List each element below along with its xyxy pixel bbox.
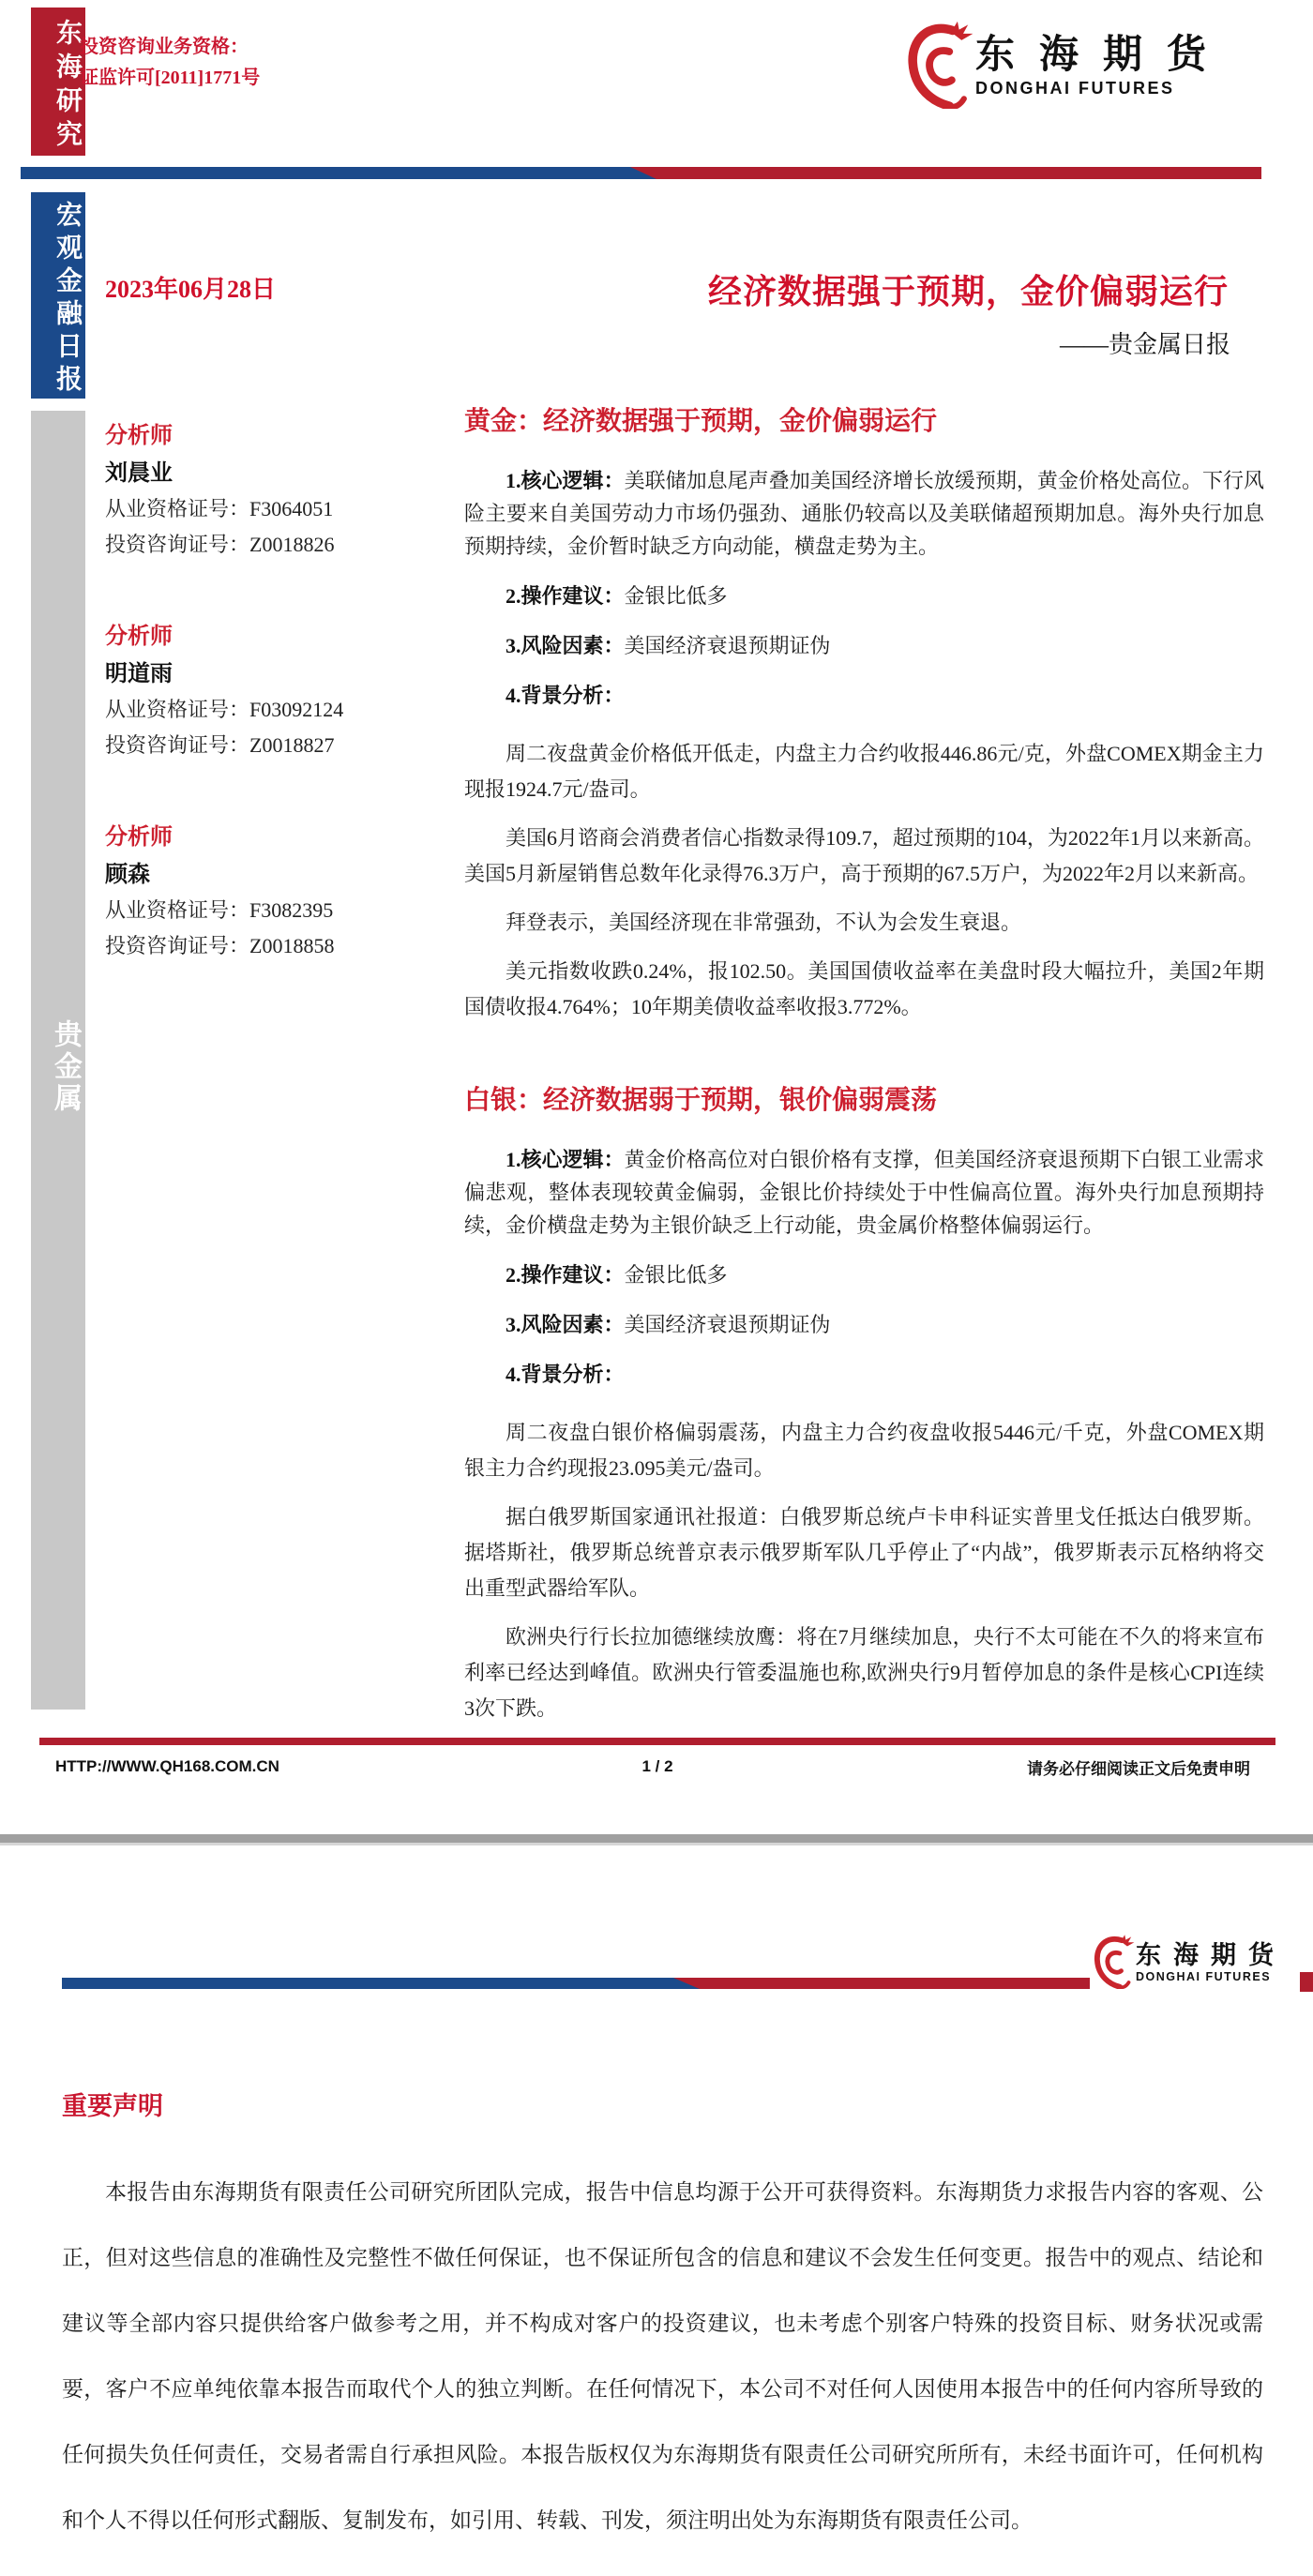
section-item-label: 2.操作建议： <box>506 584 625 608</box>
section-item-label: 3.风险因素： <box>506 1313 625 1336</box>
analyst-advisory-cert: 投资咨询证号：Z0018826 <box>105 533 335 556</box>
qualification-line2: 证监许可[2011]1771号 <box>80 68 261 88</box>
section-paragraph: 周二夜盘黄金价格低开低走，内盘主力合约收报446.86元/克，外盘COMEX期金主力现报1924.7元/盎司。 <box>464 742 1264 801</box>
important-statement-heading: 重要声明 <box>62 2092 163 2120</box>
report-subtitle: ——贵金属日报 <box>1059 331 1230 358</box>
section-item-text: 金银比低多 <box>624 584 728 608</box>
footer-website-link[interactable]: HTTP://WWW.QH168.COM.CN <box>55 1757 279 1775</box>
analyst-list <box>105 422 415 1024</box>
logo-en-text: DONGHAI FUTURES <box>1136 1970 1272 1983</box>
section-item-label: 1.核心逻辑： <box>506 469 625 492</box>
analyst-practice-cert: 从业资格证号：F3082395 <box>105 898 334 922</box>
footer-rule <box>39 1738 1275 1745</box>
sidebar-category-box: 宏观金融日报 <box>31 192 85 399</box>
section-item <box>464 1358 1264 1391</box>
section-item-text: 美国经济衰退预期证伪 <box>624 1313 831 1336</box>
section-paragraph: 美元指数收跌0.24%，报102.50。美国国债收益率在美盘时段大幅拉升，美国2年期国债收报4.764%；10年期美债收益率收报3.772%。 <box>464 959 1264 1018</box>
analyst-block <box>105 823 415 960</box>
report-section <box>464 1085 1264 1726</box>
section-item <box>464 1143 1264 1242</box>
section-paragraph: 美国6月谘商会消费者信心指数录得109.7，超过预期的104，为2022年1月以来新高。美国5月新屋销售总数年化录得76.3万户，高于预期的67.5万户，为2022年2月以来新高。 <box>464 826 1264 885</box>
analyst-advisory-cert: 投资咨询证号：Z0018827 <box>105 733 335 757</box>
section-item-text: 黄金价格高位对白银价格有支撑，但美国经济衰退预期下白银工业需求偏悲观，整体表现较黄金偏弱，金银比价持续处于中性偏高位置。海外央行加息预期持续，金价横盘走势为主银价缺乏上行动能，贵金属价格整体偏弱运行。 <box>464 1148 1264 1237</box>
section-item-text: 美联储加息尾声叠加美国经济增长放缓预期，黄金价格处高位。下行风险主要来自美国劳动力市场仍强劲、通胀仍较高以及美联储超预期加息。海外央行加息预期持续，金价暂时缺乏方向动能，横盘走势为主。 <box>464 469 1264 558</box>
section-item <box>464 580 1264 612</box>
company-logo-page2 <box>1091 1929 1301 1996</box>
section-paragraph: 欧洲央行行长拉加德继续放鹰：将在7月继续加息，央行不太可能在不久的将来宣布利率已经达到峰值。欧洲央行管委温施也称,欧洲央行9月暂停加息的条件是核心CPI连续3次下跌。 <box>464 1625 1264 1720</box>
qualification-line1: 投资咨询业务资格： <box>80 37 249 57</box>
section-item <box>464 629 1264 662</box>
brand-box-donghai-research: 东海研究 <box>31 8 85 156</box>
analyst-advisory-cert: 投资咨询证号：Z0018858 <box>105 934 335 957</box>
analyst-role-label: 分析师 <box>105 825 173 850</box>
section-item-label: 1.核心逻辑： <box>506 1148 625 1171</box>
analyst-block <box>105 623 415 760</box>
section-paragraph-list <box>464 736 1264 1025</box>
section-item <box>464 679 1264 712</box>
section-paragraph: 周二夜盘白银价格偏弱震荡，内盘主力合约夜盘收报5446元/千克，外盘COMEX期银主力合约现报23.095美元/盎司。 <box>464 1421 1264 1480</box>
logo-wordmark <box>1136 1941 1286 1984</box>
footer <box>39 1755 1275 1778</box>
section-item-text: 金银比低多 <box>624 1263 728 1287</box>
section-item-label: 4.背景分析： <box>506 1363 625 1386</box>
section-item <box>464 1258 1264 1291</box>
section-title: 白银：经济数据弱于预期，银价偏弱震荡 <box>464 1086 938 1115</box>
qualification-text <box>80 32 260 94</box>
report-title: 经济数据强于预期，金价偏弱运行 <box>707 273 1229 310</box>
analyst-name: 顾森 <box>105 863 150 887</box>
header-bar-red <box>630 167 1261 179</box>
company-logo <box>902 19 1264 113</box>
analyst-role-label: 分析师 <box>105 625 173 649</box>
section-item <box>464 1308 1264 1341</box>
dragon-logo-icon <box>1091 1933 1136 1994</box>
section-item-list <box>464 1143 1264 1391</box>
footer-disclaimer-notice: 请务必仔细阅读正文后免责申明 <box>1027 1759 1250 1778</box>
section-title: 黄金：经济数据强于预期，金价偏弱运行 <box>464 407 938 436</box>
page2-header-bar-blue <box>62 1978 700 1989</box>
report-date: 2023年06月28日 <box>105 276 277 303</box>
page-separator <box>0 1834 1313 1845</box>
section-item-text: 美国经济衰退预期证伪 <box>624 634 831 657</box>
sidebar-subcategory-box: 贵金属 <box>31 411 85 1710</box>
analyst-practice-cert: 从业资格证号：F03092124 <box>105 698 344 721</box>
section-paragraph-list <box>464 1415 1264 1726</box>
section-item-label: 3.风险因素： <box>506 634 625 657</box>
header-bar-blue <box>21 167 666 179</box>
logo-cn-text: 东海期货 <box>1136 1941 1286 1969</box>
dragon-logo-icon <box>902 19 975 113</box>
section-item-list <box>464 464 1264 712</box>
section-item-label: 2.操作建议： <box>506 1263 625 1287</box>
analyst-name: 刘晨业 <box>105 461 173 486</box>
report-section <box>464 406 1264 1025</box>
logo-en-text: DONGHAI FUTURES <box>975 79 1175 98</box>
section-list <box>464 406 1264 1726</box>
analyst-practice-cert: 从业资格证号：F3064051 <box>105 497 334 520</box>
analyst-name: 明道雨 <box>105 662 173 686</box>
analyst-role-label: 分析师 <box>105 424 173 448</box>
section-item <box>464 464 1264 563</box>
page2-header-bar-endcap <box>1300 1972 1313 1992</box>
logo-cn-text: 东海期货 <box>975 34 1231 77</box>
section-paragraph: 拜登表示，美国经济现在非常强劲，不认为会发生衰退。 <box>506 911 1022 934</box>
analyst-block <box>105 422 415 559</box>
logo-wordmark <box>975 33 1230 98</box>
section-paragraph: 据白俄罗斯国家通讯社报道：白俄罗斯总统卢卡申科证实普里戈任抵达白俄罗斯。据塔斯社，俄罗斯总统普京表示俄罗斯军队几乎停止了“内战”，俄罗斯表示瓦格纳将交出重型武器给军队。 <box>464 1505 1264 1600</box>
section-item-label: 4.背景分析： <box>506 684 625 707</box>
page2-header-bar-red <box>673 1978 1090 1989</box>
footer-page-number: 1 / 2 <box>641 1757 673 1775</box>
disclaimer-paragraph: 本报告由东海期货有限责任公司研究所团队完成，报告中信息均源于公开可获得资料。东海期货力求报告内容的客观、公正，但对这些信息的准确性及完整性不做任何保证，也不保证所包含的信息和建议不会发生任何变更。报告中的观点、结论和建议等全部内容只提供给客户做参考之用，并不构成对客户的投资建议，也未考虑个别客户特殊的投资目标、财务状况或需要，客户不应单纯依靠本报告而取代个人的独立判断。在任何情况下，本公司不对任何人因使用本报告中的任何内容所导致的任何损失负任何责任，交易者需自行承担风险。本报告版权仅为东海期货有限责任公司研究所所有，未经书面许可，任何机构和个人不得以任何形式翻版、复制发布，如引用、转载、刊发，须注明出处为东海期货有限责任公司。 <box>62 2180 1263 2532</box>
